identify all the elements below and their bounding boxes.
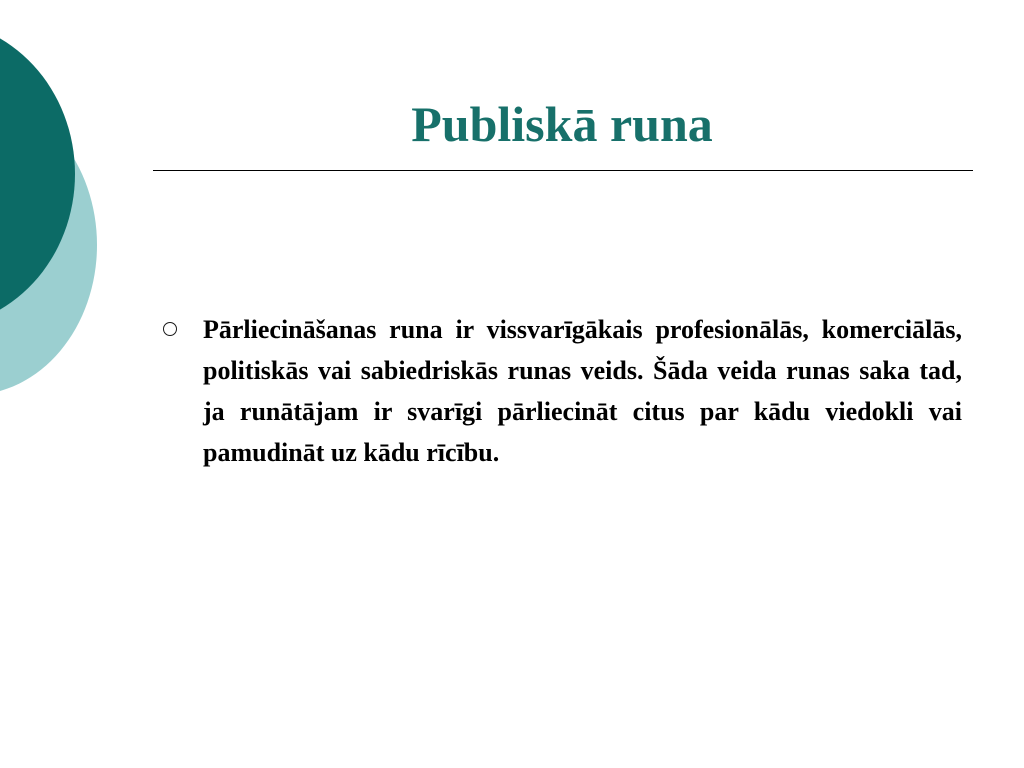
bullet-text: Pārliecināšanas runa ir vissvarīgākais profesionālās, komerciālās, politiskās vai sabiedriskās runas veids. Šāda veida runas saka tad, ja runātājam ir svarīgi pārliecināt citus par kādu viedokli vai pamudināt uz kādu rīcību. <box>203 315 962 467</box>
slide-title: Publiskā runa <box>411 96 713 152</box>
title-divider <box>153 170 973 171</box>
hollow-circle-bullet-icon <box>163 322 177 336</box>
